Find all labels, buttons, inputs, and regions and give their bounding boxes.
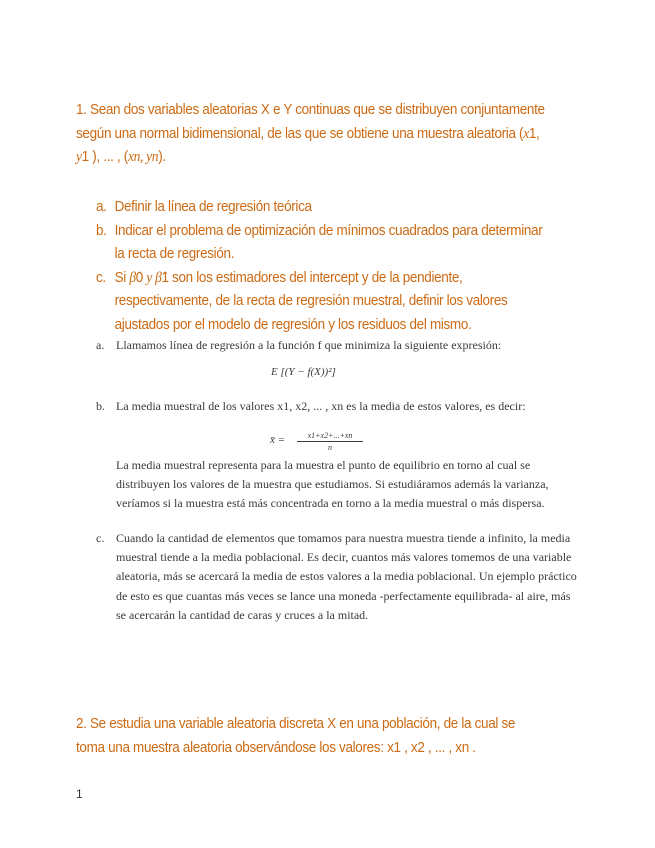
answer-text: La media muestral representa para la muestra el punto de equilibrio en torno al cual se distribuyen los valores de la muestra que estudiamos. Si estudiáramos además la varianza, veríamos si la muestra está más concentrada en torno a la media muestral o más dispersa. bbox=[116, 458, 549, 511]
answer-text: Cuando la cantidad de elementos que tomamos para nuestra muestra tiende a infinito, la media muestral tiende a la media poblacional. Es decir, cuantos más valores tomemos de una variable aleatoria, más se acercará la media de estos valores a la media poblacional. Un ejemplo práctico de esto es que cuantas más veces se lance una moneda -perfectamente equilibrada- al aire, más se acercarán la cantidad de caras y cruces a la mitad. bbox=[116, 531, 577, 622]
list-item bbox=[96, 397, 578, 416]
question-1-text-b: 1, bbox=[528, 125, 540, 142]
answer-letter: c. bbox=[96, 531, 105, 545]
list-item bbox=[96, 456, 578, 514]
math-beta-hat: β̂ bbox=[129, 269, 136, 286]
item-text-mid: 0 bbox=[135, 269, 147, 286]
answer-b-continued bbox=[96, 456, 578, 514]
answer-a bbox=[96, 336, 578, 355]
math-y: y bbox=[76, 149, 82, 165]
fraction-numerator: x1+x2+...+xn bbox=[297, 431, 363, 442]
answer-text: Llamamos línea de regresión a la función f que minimiza la siguiente expresión: bbox=[116, 338, 502, 352]
list-item bbox=[96, 220, 552, 267]
formula-fraction bbox=[297, 431, 363, 452]
page-number: 1 bbox=[76, 787, 83, 801]
answer-letter: b. bbox=[96, 399, 105, 413]
answer-text: La media muestral de los valores x1, x2, ... , xn es la media de estos valores, es decir: bbox=[116, 399, 526, 413]
question-1-number: 1. bbox=[76, 102, 87, 118]
question-1 bbox=[76, 99, 545, 170]
formula-xbar: x̄ = bbox=[270, 434, 286, 446]
math-x: x bbox=[523, 125, 529, 142]
question-1-items bbox=[96, 196, 552, 337]
item-letter: a. bbox=[96, 199, 107, 215]
question-1-text: Sean dos variables aleatorias X e Y continuas que se distribuyen conjuntamente según una normal bidimensional, de las que se obtiene una muestra aleatoria ( bbox=[76, 102, 545, 142]
list-item bbox=[96, 196, 552, 220]
item-text-post: 1 son los estimadores del intercept y de la pendiente, respectivamente, de la recta de regresión muestral, definir los valores ajustados por el modelo de regresión y los residuos del mismo. bbox=[114, 269, 508, 333]
math-xn-yn: xn, yn bbox=[127, 149, 159, 165]
math-y-beta-hat: y β̂ bbox=[146, 269, 162, 286]
question-1-text-c: 1 ), ... , ( bbox=[81, 149, 128, 165]
item-text: Definir la línea de regresión teórica bbox=[114, 199, 312, 215]
item-letter: c. bbox=[96, 269, 106, 286]
answer-letter: a. bbox=[96, 338, 105, 352]
question-1-text-d: ). bbox=[158, 149, 166, 165]
answer-b bbox=[96, 397, 578, 416]
item-text-pre: Si bbox=[114, 269, 130, 286]
list-item bbox=[96, 336, 578, 355]
item-text: Indicar el problema de optimización de mínimos cuadrados para determinar la recta de regresión. bbox=[114, 222, 543, 262]
answer-c bbox=[96, 529, 578, 625]
item-letter: b. bbox=[96, 222, 107, 239]
list-item bbox=[96, 529, 578, 625]
fraction-denominator: n bbox=[328, 443, 332, 452]
formula-expectation: E [(Y − f(X))²] bbox=[271, 366, 336, 378]
list-item bbox=[96, 267, 552, 338]
question-2: 2. Se estudia una variable aleatoria discreta X en una población, de la cual se toma una muestra aleatoria observándose los valores: x1 , x2 , ... , xn . bbox=[76, 716, 516, 756]
